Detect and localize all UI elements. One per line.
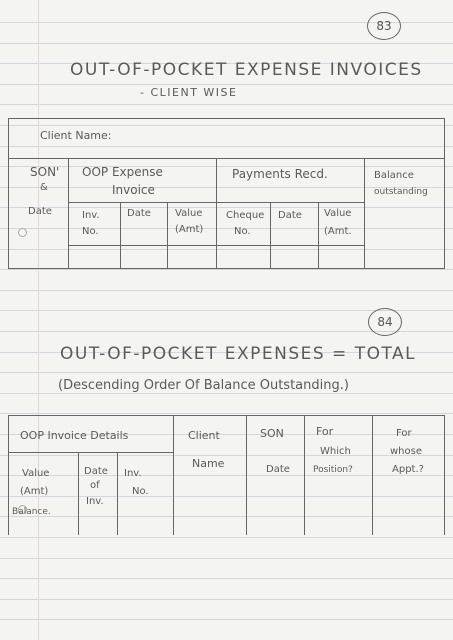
position-header: For xyxy=(316,425,334,438)
ruled-line xyxy=(0,146,453,147)
page-number-84: 84 xyxy=(368,308,402,336)
punch-hole xyxy=(18,228,27,237)
ruled-line xyxy=(0,413,453,414)
oop-invoice-header: Invoice xyxy=(112,183,155,197)
value-header-3: Balance. xyxy=(12,507,51,517)
sheet1-title: OUT-OF-POCKET EXPENSE INVOICES xyxy=(70,60,423,80)
balance-header: Balance xyxy=(374,170,414,181)
ruled-line xyxy=(0,558,453,559)
value-header: Value xyxy=(175,208,203,219)
inv-no-header: Inv. xyxy=(124,468,142,479)
ruled-line xyxy=(0,455,453,456)
balance-header-2: outstanding xyxy=(374,187,428,197)
son-header: SON' xyxy=(30,165,60,179)
ruled-line xyxy=(0,372,453,373)
ruled-line xyxy=(0,537,453,538)
ruled-line xyxy=(0,619,453,620)
sheet2-subtitle: (Descending Order Of Balance Outstanding.) xyxy=(58,378,349,393)
appt-header: For xyxy=(396,428,412,439)
oop-invoice-details-header: OOP Invoice Details xyxy=(20,429,129,442)
page-number-83: 83 xyxy=(367,12,401,40)
ruled-line xyxy=(0,599,453,600)
oop-expense-header: OOP Expense xyxy=(82,165,163,179)
cheque-header: Cheque xyxy=(226,210,265,221)
position-header-3: Position? xyxy=(313,465,353,475)
client-header: Client xyxy=(188,429,220,442)
inv-no-header-2: No. xyxy=(82,226,99,237)
ruled-line xyxy=(0,84,453,85)
appt-header-3: Appt.? xyxy=(392,464,424,475)
appt-header-2: whose xyxy=(390,446,422,457)
inv-no-header: Inv. xyxy=(82,210,100,221)
client-name-label: Client Name: xyxy=(40,129,112,142)
ruled-line xyxy=(0,516,453,517)
pay-value-header-2: (Amt. xyxy=(324,226,352,237)
son-date-header: Date xyxy=(266,464,290,475)
date-header: Date xyxy=(84,466,108,477)
margin-line xyxy=(38,0,39,640)
son-date-header: Date xyxy=(28,206,52,217)
ruled-line xyxy=(0,578,453,579)
son-header: SON xyxy=(260,427,284,440)
ruled-line xyxy=(0,104,453,105)
client-header-2: Name xyxy=(192,457,225,470)
ruled-line xyxy=(0,393,453,394)
ruled-line xyxy=(0,475,453,476)
son-amp: & xyxy=(40,182,48,193)
date-header-2: of xyxy=(90,480,100,491)
payments-header: Payments Recd. xyxy=(232,167,328,181)
value-header: Value xyxy=(22,468,50,479)
value-header-2: (Amt) xyxy=(175,224,204,235)
sheet2-title: OUT-OF-POCKET EXPENSES = TOTAL xyxy=(60,344,417,364)
position-header-2: Which xyxy=(320,446,351,457)
pay-date-header: Date xyxy=(278,210,302,221)
cheque-header-2: No. xyxy=(234,226,251,237)
ruled-line xyxy=(0,290,453,291)
ruled-line xyxy=(0,125,453,126)
pay-value-header: Value xyxy=(324,208,352,219)
date-header-3: Inv. xyxy=(86,496,104,507)
date-header: Date xyxy=(127,208,151,219)
inv-no-header-2: No. xyxy=(132,486,149,497)
ruled-line xyxy=(0,43,453,44)
ruled-line xyxy=(0,496,453,497)
sheet1-subtitle: - CLIENT WISE xyxy=(140,86,238,99)
value-header-2: (Amt) xyxy=(20,486,49,497)
